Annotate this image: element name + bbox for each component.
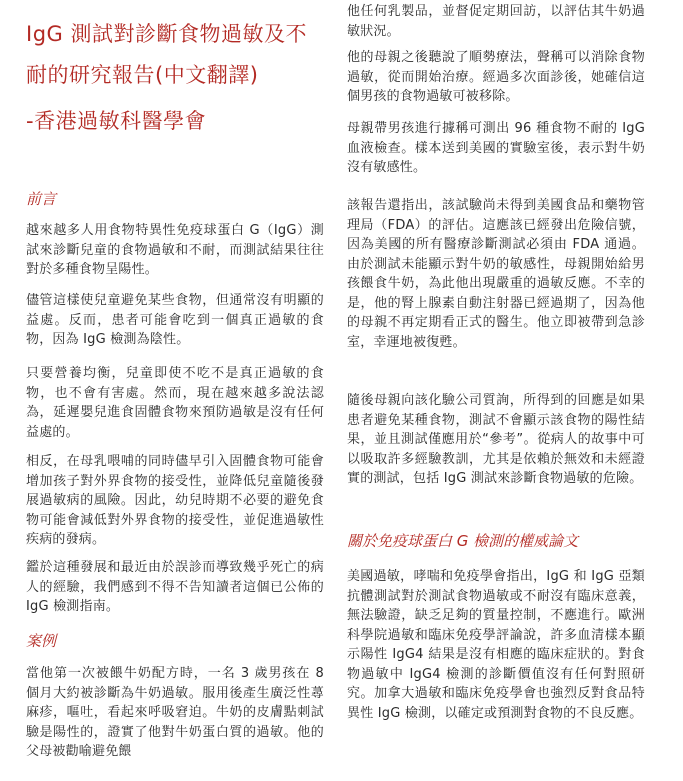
title-line-3: -香港過敏科醫學會 bbox=[26, 109, 207, 133]
case-paragraph-5: 該報告還指出，該試驗尚未得到美國食品和藥物管理局（FDA）的評估。這應該已經發出危險信號，因為美國的所有醫療診斷測試必須由 FDA 通過。由於測試未能顯示對牛奶的敏感性，母親開始給男孩餵食牛奶，為此他出現嚴重的過敏反應。不幸的是，他的腎上腺素自動注射器已經過期了，因為他的母親不再定期看正式的醫生。他立即被帶到急診室，幸運地被復甦。 bbox=[347, 198, 645, 350]
title-line-2: 耐的研究報告(中文翻譯) bbox=[26, 63, 259, 87]
authority-paragraph: 美國過敏，哮喘和免疫學會指出，IgG 和 IgG 亞類抗體測試對於測試食物過敏或不耐沒有臨床意義，無法驗證，缺乏足夠的質量控制，不應進行。歐洲科學院過敏和臨床免疫學評論說，許多血清樣本顯示陽性 IgG4 結果是沒有相應的臨床症狀的。對食物過敏中 IgG4 檢測的診斷價值沒有任何對照研究。加拿大過敏和臨床免疫學會也強烈反對食品特異性 IgG 檢測，以確定或預測對食物的不良反應。 bbox=[347, 569, 645, 721]
preface-paragraph-4: 相反，在母乳喂哺的同時儘早引入固體食物可能會增加孩子對外界食物的接受性，並降低兒童隨後發展過敏病的風險。因此，幼兒時期不必要的避免食物可能會減低對外界食物的接受性，並促進過敏性疾病的發病。 bbox=[26, 454, 324, 547]
preface-paragraph-2: 儘管這樣使兒童避免某些食物，但通常沒有明顯的益處。反而，患者可能會吃到一個真正過敏的食物，因為 IgG 檢測為陰性。 bbox=[26, 293, 324, 347]
case-paragraph-1: 當他第一次被餵牛奶配方時，一名 3 歲男孩在 8 個月大約被診斷為牛奶過敏。服用後產生廣泛性蕁麻疹，嘔吐，看起來呼吸窘迫。牛奶的皮膚點刺試驗是陽性的，證實了他對牛奶蛋白質的過敏。他的父母被勸喻避免餵 bbox=[26, 666, 324, 759]
title-line-1: IgG 測試對診斷食物過敏及不 bbox=[26, 22, 307, 46]
case-paragraph-3: 他的母親之後聽說了順勢療法，聲稱可以消除食物過敏，從而開始治療。經過多次面診後，她確信這個男孩的食物過敏可被移除。 bbox=[347, 50, 645, 104]
preface-heading: 前言 bbox=[26, 190, 57, 208]
case-paragraph-2: 他任何乳製品，並督促定期回訪，以評估其牛奶過敏狀況。 bbox=[347, 4, 645, 39]
preface-paragraph-3: 只要營養均衡，兒童即使不吃不是真正過敏的食物，也不會有害處。然而，現在越來越多說法認為，延遲嬰兒進食固體食物來預防過敏是沒有任何益處的。 bbox=[26, 366, 324, 440]
preface-paragraph-1: 越來越多人用食物特異性免疫球蛋白 G（IgG）測試來診斷兒童的食物過敏和不耐，而測試結果往往對於多種食物呈陽性。 bbox=[26, 223, 324, 277]
authority-heading: 關於免疫球蛋白 G 檢測的權威論文 bbox=[347, 532, 579, 550]
preface-paragraph-5: 鑑於這種發展和最近由於誤診而導致幾乎死亡的病人的經驗，我們感到不得不告知讀者這個已公佈的 IgG 檢測指南。 bbox=[26, 560, 324, 614]
case-paragraph-4: 母親帶男孩進行據稱可測出 96 種食物不耐的 IgG 血液檢查。樣本送到美國的實驗室後，表示對牛奶沒有敏感性。 bbox=[347, 121, 645, 175]
case-heading: 案例 bbox=[26, 632, 57, 650]
case-paragraph-6: 隨後母親向該化驗公司質詢，所得到的回應是如果患者避免某種食物，測試不會顯示該食物的陽性結果，並且測試僅應用於“參考”。從病人的故事中可以吸取許多經驗教訓，尤其是依賴於無效和未經證實的測試，包括 IgG 測試來診斷食物過敏的危險。 bbox=[347, 393, 645, 486]
